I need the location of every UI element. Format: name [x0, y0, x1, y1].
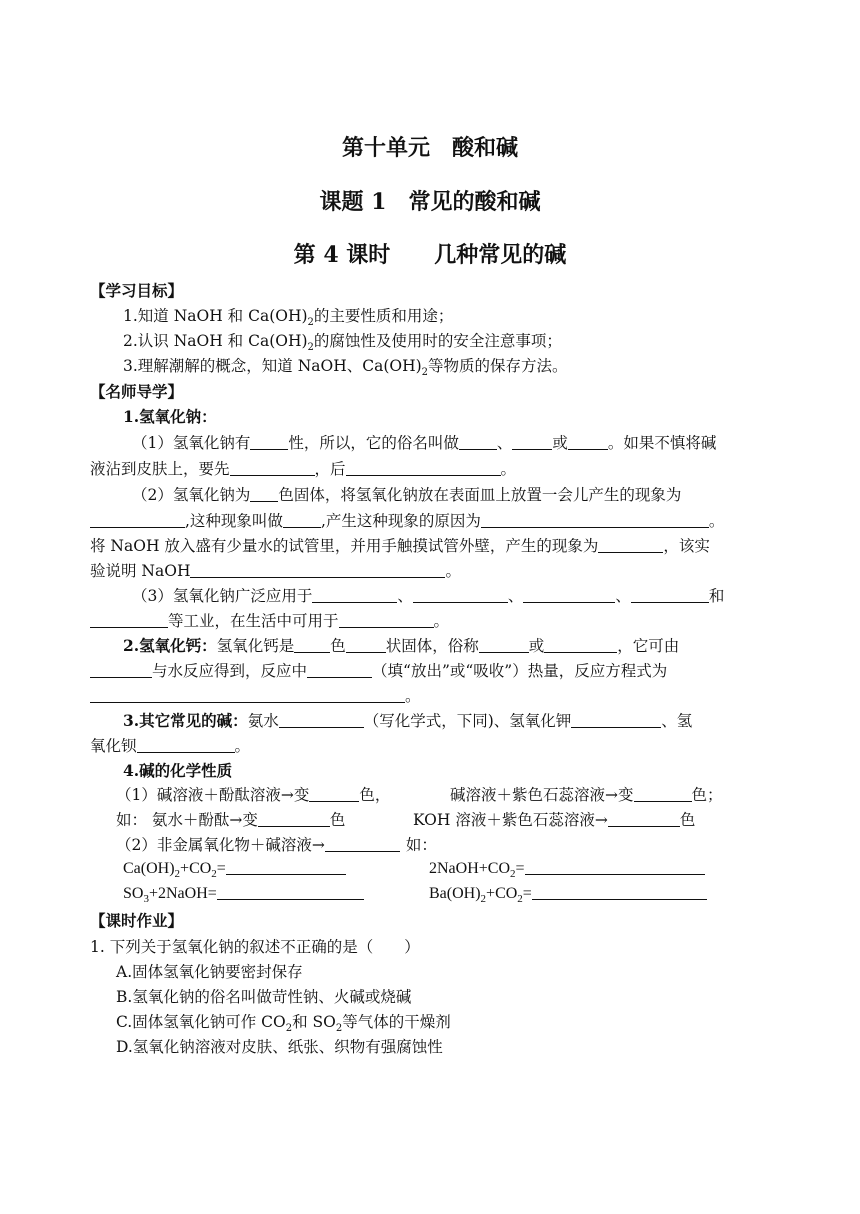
other-bases-line2: 氧化钡 。: [90, 737, 251, 755]
blank[interactable]: [523, 587, 615, 603]
blank[interactable]: [459, 434, 497, 450]
other-bases-line1: 3.其它常见的碱：氨水 （写化学式，下同)、氢氧化钾 、氢: [123, 711, 693, 730]
base-properties-line2: 如： 氨水＋酚酞→变 色: [116, 811, 346, 829]
blank[interactable]: [325, 836, 400, 852]
equation-3: $SO_3+2NaOH=$: [123, 883, 364, 905]
lesson-title: 第 4 课时 几种常见的碱: [293, 242, 567, 268]
blank[interactable]: [608, 811, 680, 827]
option-b[interactable]: B.氢氧化钠的俗名叫做苛性钠、火碱或烧碱: [116, 988, 412, 1006]
base-properties-line1-right: 碱溶液＋紫色石蕊溶液→变 色；: [450, 786, 723, 804]
blank[interactable]: [307, 662, 372, 678]
blank[interactable]: [479, 637, 529, 653]
objectives-heading: 【学习目标】: [90, 281, 184, 300]
blank[interactable]: [481, 512, 709, 528]
unit-title: 第十单元 酸和碱: [341, 135, 518, 161]
caoh2-line1: 2.氢氧化钙：氢氧化钙是 色 状固体，俗称 或 ，它可由: [123, 636, 680, 655]
blank[interactable]: [250, 434, 288, 450]
equation-4: $Ba(OH)_2+CO_2=$: [429, 883, 707, 905]
blank[interactable]: [217, 885, 364, 900]
blank[interactable]: [279, 712, 364, 728]
blank[interactable]: [90, 512, 185, 528]
base-properties-title: 4.碱的化学性质: [123, 761, 233, 780]
blank[interactable]: [568, 434, 608, 450]
blank[interactable]: [190, 562, 445, 578]
blank[interactable]: [309, 786, 359, 802]
blank[interactable]: [544, 637, 617, 653]
blank[interactable]: [226, 860, 346, 875]
blank[interactable]: [634, 786, 692, 802]
blank[interactable]: [512, 434, 552, 450]
naoh-section-title: 1.氢氧化钠：: [123, 407, 217, 426]
question-1: 1. 下列关于氢氧化钠的叙述不正确的是（ ）: [90, 938, 420, 956]
blank[interactable]: [90, 612, 168, 628]
guide-heading: 【名师导学】: [90, 382, 184, 401]
blank[interactable]: [230, 460, 315, 476]
homework-heading: 【课时作业】: [90, 911, 184, 930]
naoh-para2-line1: （2）氢氧化钠为 色固体，将氢氧化钠放在表面皿上放置一会儿产生的现象为: [132, 486, 682, 504]
naoh-para3-line1: （3）氢氧化钠广泛应用于 、 、 、 和: [132, 587, 725, 605]
base-properties-line3: （2）非金属氧化物＋碱溶液→ 如：: [116, 836, 437, 854]
blank[interactable]: [250, 486, 278, 502]
objective-2: 2.认识 NaOH 和 $Ca(OH)_2$的腐蚀性及使用时的安全注意事项；: [123, 332, 562, 354]
caoh2-line3: 。: [90, 685, 421, 707]
naoh-para2-line4: 验说明 NaOH 。: [90, 562, 461, 580]
topic-title: 课题 1 常见的酸和碱: [319, 189, 541, 215]
blank[interactable]: [413, 587, 508, 603]
blank[interactable]: [90, 687, 405, 703]
base-properties-line1: （1）碱溶液＋酚酞溶液→变 色，: [116, 786, 391, 804]
equation-2: $2NaOH+CO_2=$: [429, 858, 705, 880]
naoh-para1-line2: 液沾到皮肤上，要先 ，后 。: [90, 460, 517, 478]
naoh-para2-line3: 将 NaOH 放入盛有少量水的试管里，并用手触摸试管外壁，产生的现象为 ，该实: [90, 537, 710, 555]
objective-1: 1.知道 NaOH 和 $Ca(OH)_2$的主要性质和用途；: [123, 307, 454, 329]
blank[interactable]: [294, 637, 330, 653]
blank[interactable]: [571, 712, 661, 728]
option-c[interactable]: C.固体氢氧化钠可作 $CO_2$和 $SO_2$等气体的干燥剂: [116, 1013, 451, 1035]
blank[interactable]: [598, 537, 663, 553]
blank[interactable]: [258, 811, 330, 827]
equation-1: $Ca(OH)_2+CO_2=$: [123, 858, 346, 880]
naoh-para2-line2: ,这种现象叫做 ,产生这种现象的原因为 。: [90, 510, 724, 532]
blank[interactable]: [283, 512, 321, 528]
naoh-para1-line1: （1）氢氧化钠有 性，所以，它的俗名叫做 、 或 。如果不慎将碱: [132, 434, 717, 452]
option-d[interactable]: D.氢氧化钠溶液对皮肤、纸张、织物有强腐蚀性: [116, 1038, 443, 1056]
blank[interactable]: [346, 637, 386, 653]
blank[interactable]: [525, 860, 705, 875]
caoh2-line2: 与水反应得到，反应中 （填“放出”或“吸收”）热量，反应方程式为: [90, 660, 667, 682]
blank[interactable]: [346, 460, 501, 476]
blank[interactable]: [532, 885, 707, 900]
blank[interactable]: [312, 587, 397, 603]
base-properties-line2-right: KOH 溶液＋紫色石蕊溶液→ 色: [413, 811, 696, 829]
objective-3: 3.理解潮解的概念，知道 NaOH、$Ca(OH)_2$等物质的保存方法。: [123, 357, 568, 379]
blank[interactable]: [137, 737, 235, 753]
blank[interactable]: [90, 662, 152, 678]
naoh-para3-line2: 等工业，在生活中可用于 。: [90, 610, 449, 632]
blank[interactable]: [339, 612, 434, 628]
option-a[interactable]: A.固体氢氧化钠要密封保存: [116, 963, 303, 981]
blank[interactable]: [631, 587, 709, 603]
